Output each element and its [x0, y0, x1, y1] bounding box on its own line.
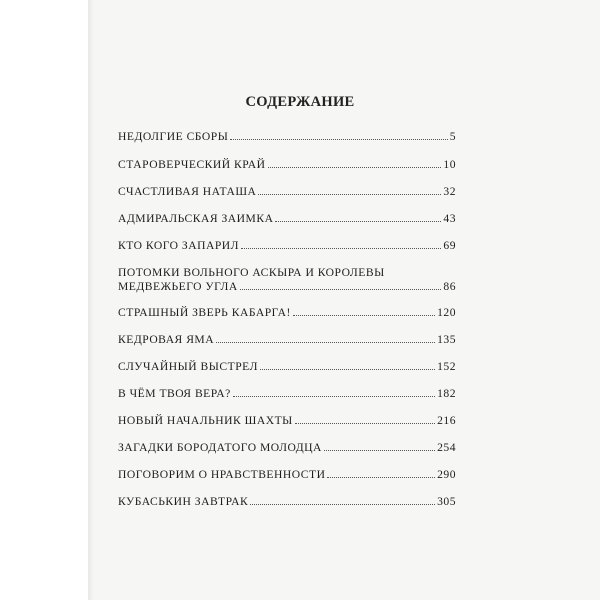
toc-entry: [118, 441, 456, 455]
toc-entry: [118, 360, 456, 374]
toc-entry: [118, 239, 456, 253]
dot-leader: [324, 450, 435, 451]
toc-entry-page: 254: [437, 441, 456, 454]
toc-entry-title: НОВЫЙ НАЧАЛЬНИК ШАХТЫ: [118, 414, 293, 427]
toc-entry-title: КЕДРОВАЯ ЯМА: [118, 333, 215, 346]
toc-entry: [118, 387, 456, 401]
dot-leader: [258, 194, 441, 195]
dot-leader: [230, 139, 447, 140]
toc-entry-page: 32: [443, 185, 456, 198]
toc-entry-title: СЛУЧАЙНЫЙ ВЫСТРЕЛ: [118, 360, 258, 373]
toc-entry-page: 305: [437, 495, 456, 508]
toc-entry-title-line1: ПОТОМКИ ВОЛЬНОГО АСКЫРА И КОРОЛЕВЫ: [118, 266, 385, 279]
toc-entry-title: НЕДОЛГИЕ СБОРЫ: [118, 130, 229, 143]
toc-entry: [118, 212, 456, 226]
toc-entry-title: В ЧЁМ ТВОЯ ВЕРА?: [118, 387, 231, 400]
dot-leader: [293, 315, 435, 316]
toc-entry: [118, 266, 456, 294]
toc-entry-page: 290: [437, 468, 456, 481]
toc-entry: [118, 306, 456, 320]
toc-entry-page: 120: [437, 306, 456, 319]
dot-leader: [250, 504, 435, 505]
toc-entry-page: 5: [449, 130, 456, 143]
toc-entry: [118, 495, 456, 509]
dot-leader: [327, 477, 435, 478]
toc-entry-title: ЗАГАДКИ БОРОДАТОГО МОЛОДЦА: [118, 441, 322, 454]
toc-entry: [118, 414, 456, 428]
toc-entry-title: СЧАСТЛИВАЯ НАТАША: [118, 185, 257, 198]
toc-entry-title: АДМИРАЛЬСКАЯ ЗАИМКА: [118, 212, 274, 225]
toc-entry-title: СТРАШНЫЙ ЗВЕРЬ КАБАРГА!: [118, 306, 291, 319]
toc-entry-page: 43: [443, 212, 456, 225]
dot-leader: [275, 221, 441, 222]
toc-entry-page: 86: [443, 280, 456, 293]
toc-entry-page: 182: [437, 387, 456, 400]
dot-leader: [216, 342, 435, 343]
dot-leader: [268, 167, 442, 168]
dot-leader: [240, 289, 442, 290]
toc-entry-page: 152: [437, 360, 456, 373]
toc-entry-page: 10: [443, 158, 456, 171]
book-page: [88, 0, 600, 600]
toc-entry: [118, 158, 456, 172]
dot-leader: [295, 423, 435, 424]
toc-entry: [118, 130, 456, 144]
toc-entry-title: КТО КОГО ЗАПАРИЛ: [118, 239, 240, 252]
toc-entry-title: СТАРОВЕРЧЕСКИЙ КРАЙ: [118, 158, 266, 171]
toc-entry: [118, 468, 456, 482]
dot-leader: [241, 248, 441, 249]
toc-entry: [118, 185, 456, 199]
toc-entry-page: 69: [443, 239, 456, 252]
toc-entry-page: 216: [437, 414, 456, 427]
toc-heading: СОДЕРЖАНИЕ: [245, 94, 355, 110]
dot-leader: [233, 396, 435, 397]
toc-entry-title: ПОГОВОРИМ О НРАВСТВЕННОСТИ: [118, 468, 326, 481]
toc-entry: [118, 333, 456, 347]
toc-entry-title: МЕДВЕЖЬЕГО УГЛА: [118, 280, 238, 293]
toc-entry-title: КУБАСЬКИН ЗАВТРАК: [118, 495, 249, 508]
page-gutter-shadow: [88, 0, 94, 600]
toc-entry-page: 135: [437, 333, 456, 346]
dot-leader: [260, 369, 435, 370]
